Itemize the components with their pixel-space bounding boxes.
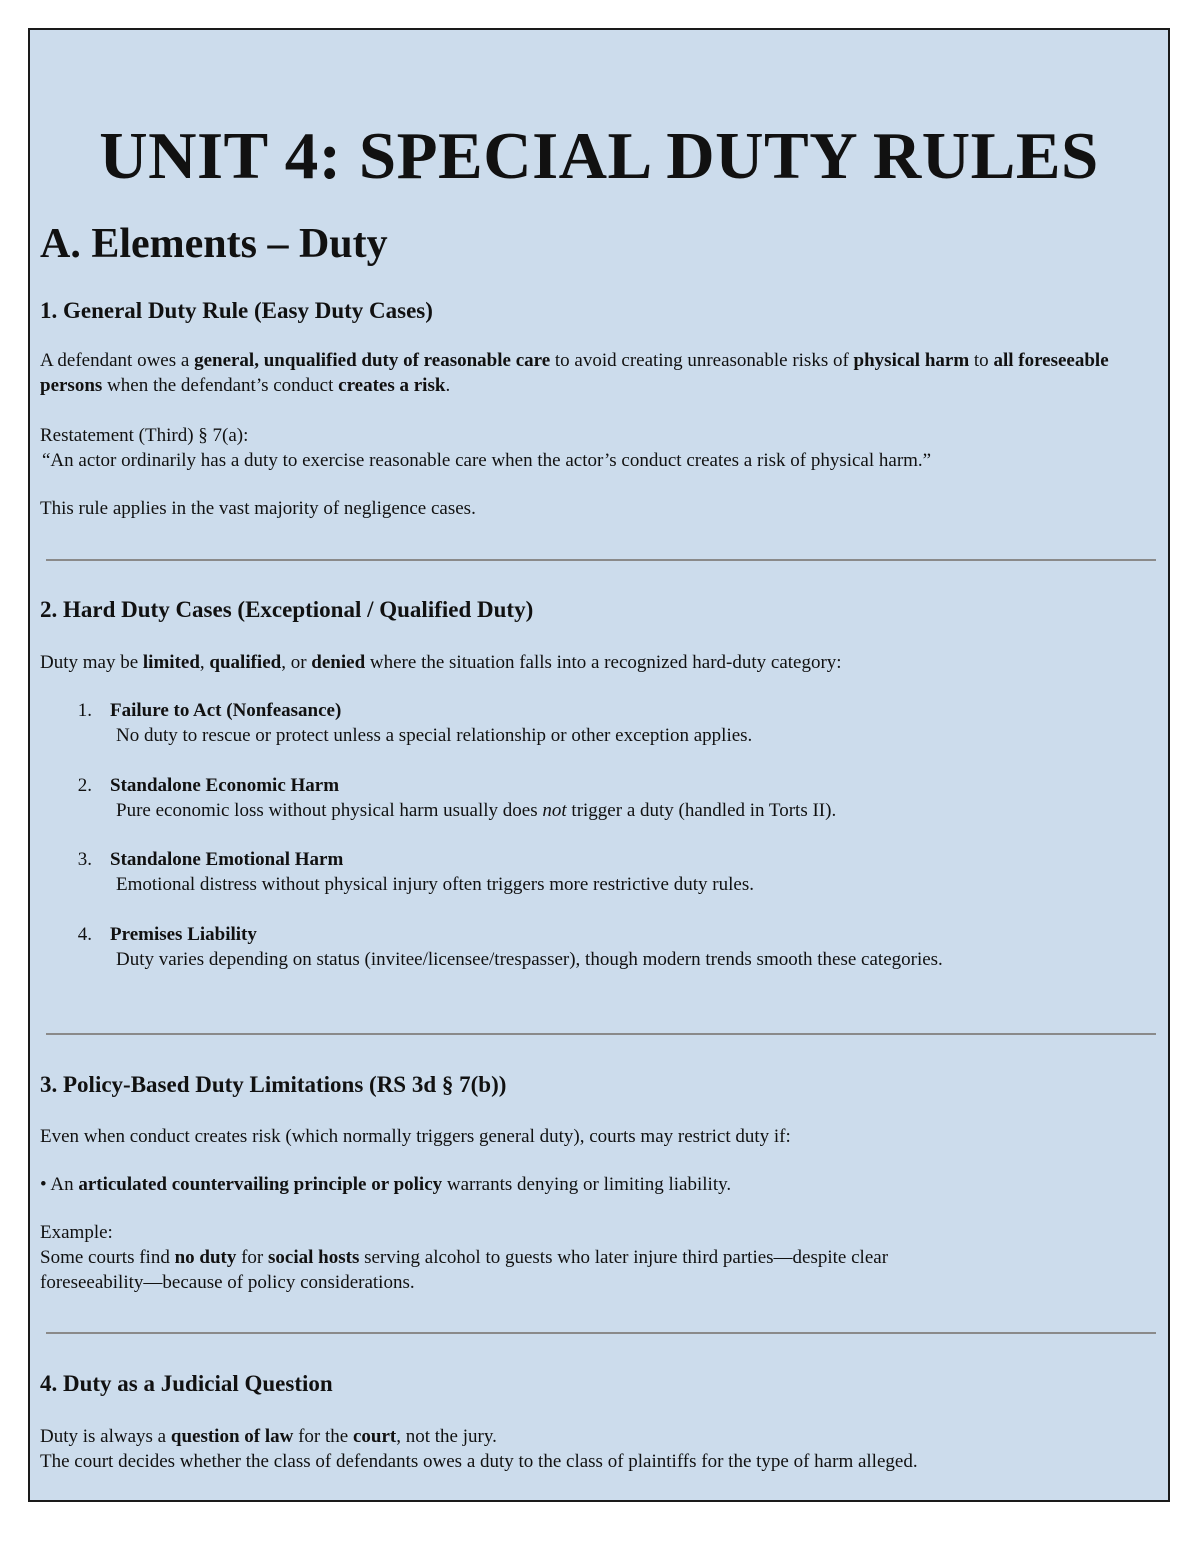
- judicial-question-paragraph: Duty is always a question of law for the court, not the jury.: [40, 1426, 497, 1447]
- list-item-description: No duty to rescue or protect unless a special relationship or other exception applies.: [116, 725, 753, 746]
- list-item-title: Failure to Act (Nonfeasance): [110, 700, 342, 721]
- restatement-quote: “An actor ordinarily has a duty to exercise reasonable care when the actor’s conduct creates a risk of physical harm.”: [42, 450, 932, 471]
- list-number: 2.: [77, 775, 92, 796]
- list-number: 4.: [77, 924, 92, 945]
- general-duty-heading: 1. General Duty Rule (Easy Duty Cases): [40, 298, 433, 323]
- restatement-label: Restatement (Third) § 7(a):: [40, 425, 249, 446]
- policy-limitations-heading: 3. Policy-Based Duty Limitations (RS 3d § 7(b)): [40, 1072, 507, 1097]
- policy-bullet: • An articulated countervailing principle or policy warrants denying or limiting liability.: [40, 1174, 732, 1195]
- list-item-title: Premises Liability: [110, 924, 257, 945]
- section-divider: [46, 559, 1156, 561]
- list-number: 3.: [77, 849, 92, 870]
- list-number: 1.: [77, 700, 92, 721]
- hard-duty-intro: Duty may be limited, qualified, or denied where the situation falls into a recognized hard-duty category:: [40, 652, 842, 673]
- section-divider: [46, 1332, 1156, 1334]
- section-divider: [46, 1033, 1156, 1035]
- list-item-description: Duty varies depending on status (invitee/licensee/trespasser), though modern trends smooth these categories.: [116, 949, 943, 970]
- general-duty-note: This rule applies in the vast majority of negligence cases.: [40, 498, 476, 519]
- list-item-title: Standalone Economic Harm: [110, 775, 340, 796]
- example-label: Example:: [40, 1222, 113, 1243]
- list-item-description: Pure economic loss without physical harm usually does not trigger a duty (handled in Torts II).: [116, 800, 837, 821]
- policy-intro: Even when conduct creates risk (which normally triggers general duty), courts may restrict duty if:: [40, 1126, 791, 1147]
- judicial-question-detail: The court decides whether the class of defendants owes a duty to the class of plaintiffs for the type of harm alleged.: [40, 1451, 918, 1472]
- list-item-title: Standalone Emotional Harm: [110, 849, 344, 870]
- list-item-description: Emotional distress without physical injury often triggers more restrictive duty rules.: [116, 874, 754, 895]
- document-panel: [28, 28, 1170, 1502]
- document-title: UNIT 4: SPECIAL DUTY RULES: [99, 119, 1099, 193]
- judicial-question-heading: 4. Duty as a Judicial Question: [40, 1371, 333, 1396]
- section-heading: A. Elements – Duty: [40, 221, 388, 267]
- example-text: Some courts find no duty for social hosts serving alcohol to guests who later injure third parties—despite clear foreseeability—because of policy considerations.: [40, 1247, 889, 1293]
- hard-duty-heading: 2. Hard Duty Cases (Exceptional / Qualified Duty): [40, 597, 534, 622]
- general-duty-paragraph: A defendant owes a general, unqualified duty of reasonable care to avoid creating unreasonable risks of physical harm to all foreseeable persons when the defendant’s conduct creates a risk.: [40, 350, 1109, 396]
